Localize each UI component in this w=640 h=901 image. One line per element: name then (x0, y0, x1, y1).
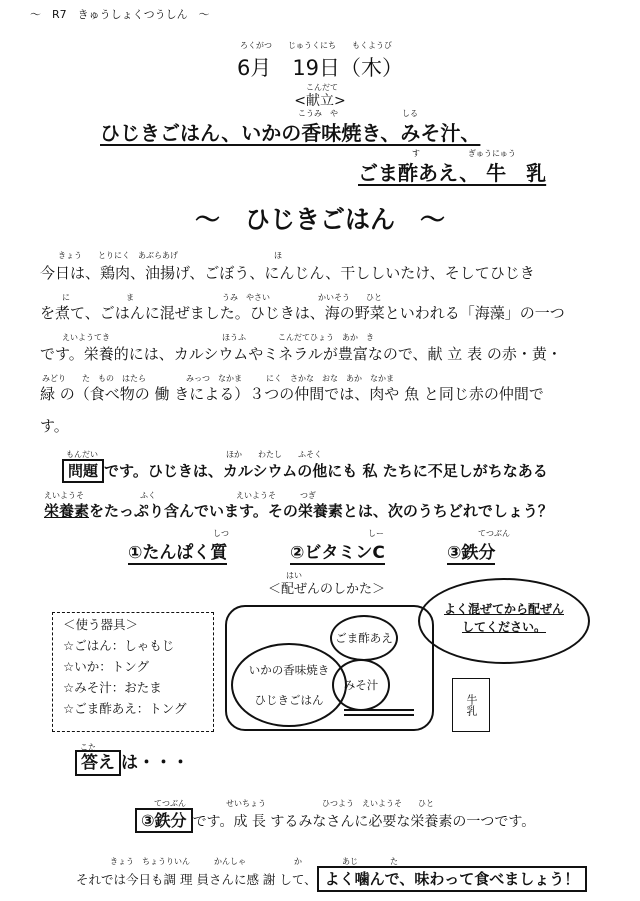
closing-ruby: きょう ちょうりいん かんしゃ か あじ た (110, 857, 398, 866)
choice-1: ①たんぱく質 (128, 543, 228, 563)
answer-line (75, 748, 189, 773)
milk-label: 牛乳 (465, 694, 478, 716)
answer-detail-ruby: てつぶん せいちょう ひつよう えいようそ ひと (154, 799, 434, 808)
question-text-2: をたっぷり含んでいます。その栄養素とは、次のうちどれでしょう？ (89, 502, 553, 520)
nutrient-word: 栄養素 (44, 502, 90, 520)
answer-explanation: です。成 長 するみなさんに必要な栄養素の一つです。 (192, 814, 536, 830)
serving-tray (225, 605, 434, 731)
menu-line2: ごま酢あえ、 牛 乳 (358, 161, 547, 185)
body-line-2: を煮て、ごはんに混ぜました。ひじきは、海の野菜といわれる「海藻」の一つ (40, 304, 565, 322)
dish-goma: ごま酢あえ (330, 615, 398, 661)
answer-suffix: は・・・ (121, 753, 189, 773)
body-line-4: 緑 の（食べ物の 働 きによる）３つの仲間では、肉や 魚 と同じ赤の仲間で (40, 385, 544, 403)
menu-line1-ruby: こうみ や しる (298, 109, 418, 118)
milk-carton (452, 678, 490, 732)
choice3-ruby: てつぶん (478, 529, 510, 538)
chopsticks (344, 714, 414, 716)
bubble-text: よく混ぜてから配ぜん してください。 (443, 602, 564, 634)
question-line-2 (44, 500, 553, 521)
choice-3: ③鉄分 (447, 543, 496, 563)
choice-2: ②ビタミンC (290, 543, 385, 563)
dish-main (231, 643, 347, 727)
menu-line1: ひじきごはん、いかの香味焼き、みそ汁、 (100, 121, 481, 145)
tool-item: ☆いか：トング (63, 659, 149, 674)
answer-ruby: こた (80, 743, 96, 752)
menu-line2-ruby: す ぎゅうにゅう (412, 149, 516, 158)
body-line-5: す。 (40, 417, 69, 435)
question-ruby-1: もんだい ほか わたし ふそく (66, 450, 322, 459)
answer-detail (135, 808, 535, 831)
dish-ika: いかの香味焼き (248, 663, 330, 677)
speech-bubble (418, 578, 590, 664)
p1-ruby: きょう とりにく あぶらあげ ほ (58, 251, 282, 260)
closing-line (76, 868, 587, 889)
dish-soup: みそ汁 (332, 659, 390, 711)
date-ruby: ろくがつ じゅうくにち もくようび (240, 41, 392, 50)
menu-label-ruby: こんだて (306, 83, 338, 92)
answer-label: 答え (75, 750, 121, 776)
body-line-3: です。栄養的には、カルシウムやミネラルが豊富なので、献 立 表 の赤・黄・ (40, 345, 562, 363)
serving-title: ＜配ぜんのしかた＞ (268, 582, 386, 597)
date-title: 6月 19日（木） (236, 56, 404, 80)
article-title: ～ ひじきごはん ～ (194, 205, 445, 234)
body-line-1: 今日は、鶏肉、油揚げ、ごぼう、にんじん、干ししいたけ、そしてひじき (40, 264, 535, 282)
question-label: 問題 (62, 459, 104, 483)
tool-item: ☆ごはん：しゃもじ (63, 638, 175, 653)
serving-title-ruby: はい (286, 571, 302, 580)
dish-rice: ひじきごはん (254, 693, 324, 707)
closing-emphasis: よく噛んで、味わって食べましょう！ (317, 866, 588, 892)
header-text: ～ R7 きゅうしょくつうしん ～ (30, 8, 210, 21)
answer-boxed: ③鉄分 (135, 808, 193, 833)
tools-box (52, 612, 214, 732)
tool-item: ☆みそ汁：おたま (63, 680, 162, 695)
question-text-1: です。ひじきは、カルシウムの他にも 私 たちに不足しがちなある (104, 462, 548, 480)
chopsticks (344, 709, 414, 711)
tool-item: ☆ごま酢あえ：トング (63, 701, 187, 716)
choice1-ruby: しつ (213, 529, 229, 538)
question-ruby-2: えいようそ ふく えいようそ つぎ (44, 491, 316, 500)
p2-ruby: に ま うみ やさい かいそう ひと (62, 293, 382, 302)
menu-label: <献立> (294, 93, 346, 109)
tools-title: ＜使う器具＞ (63, 617, 139, 632)
choice2-ruby: しー (368, 529, 384, 538)
p3-ruby: えいようてき ほうふ こんだてひょう あか き (62, 333, 374, 342)
closing-text: それでは今日も調 理 員さんに感 謝 して、 (76, 872, 317, 887)
question-line-1 (62, 460, 548, 481)
p4-ruby: みどり た もの はたら みっつ なかま にく さかな おな あか なかま (42, 374, 394, 383)
